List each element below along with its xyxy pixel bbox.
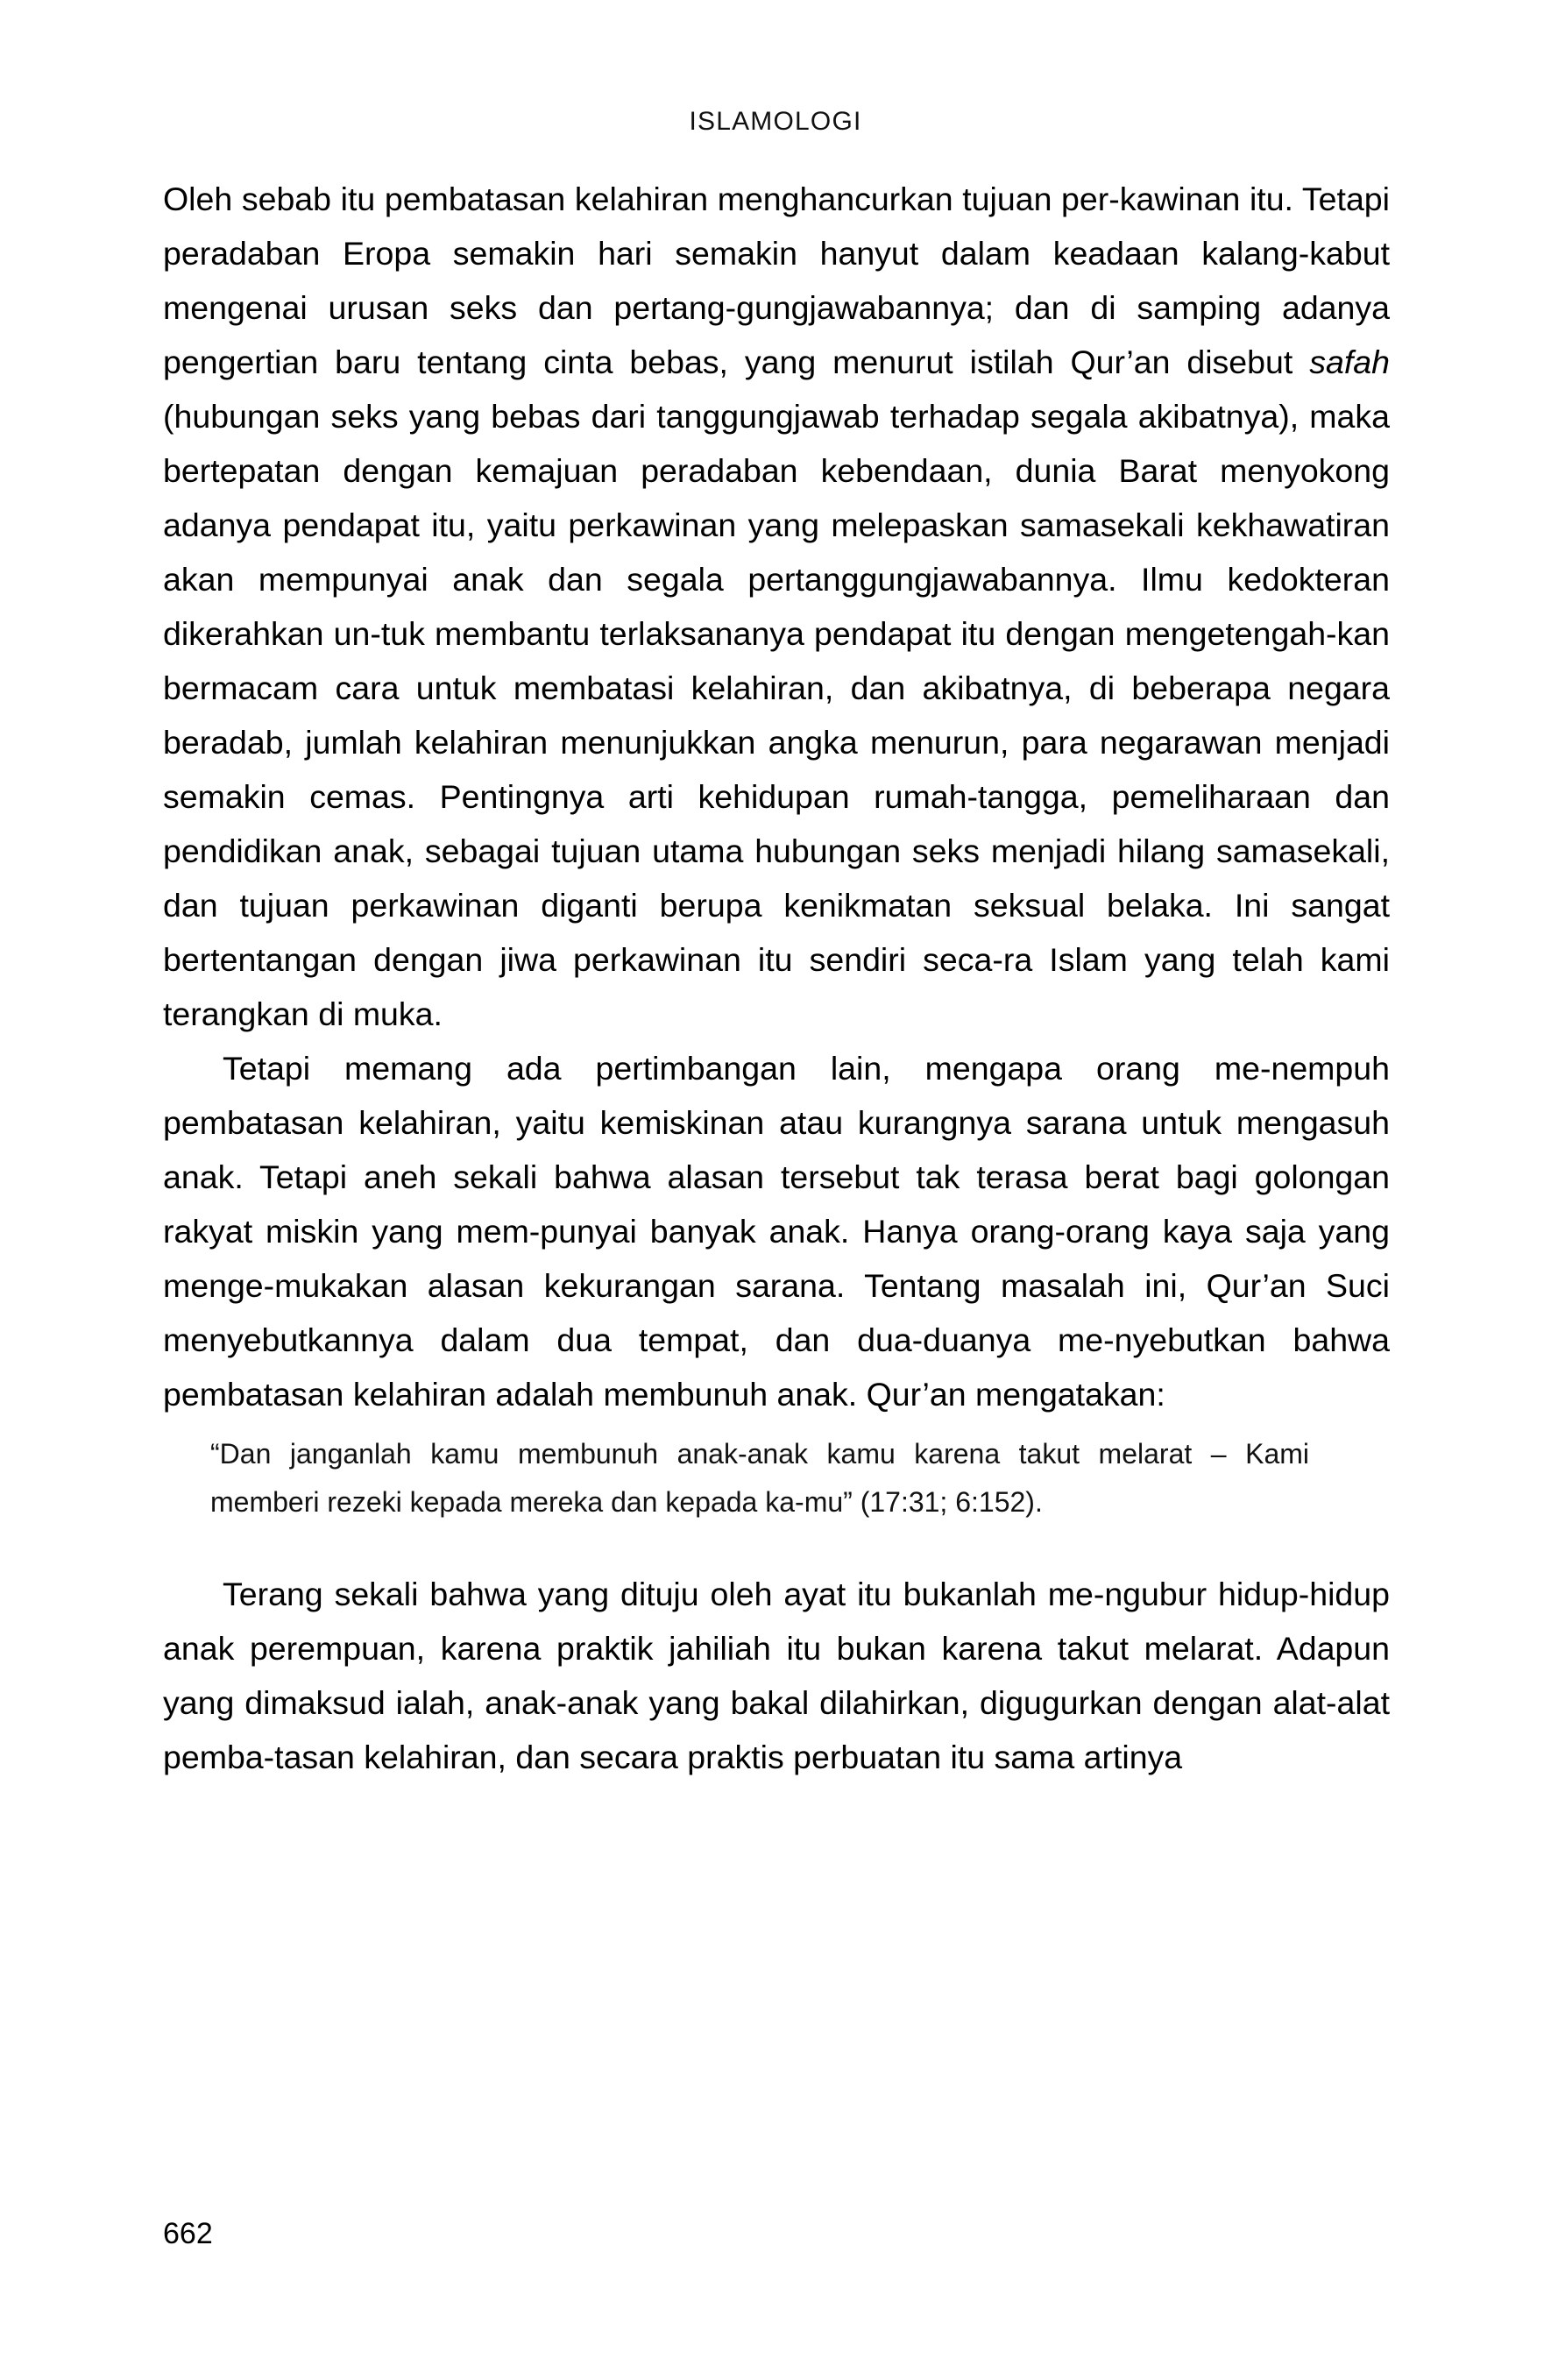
paragraph-1: [163, 172, 1390, 1041]
page-content: [163, 172, 1390, 1784]
paragraph-2: Tetapi memang ada pertimbangan lain, mengapa orang me-nempuh pembatasan kelahiran, yaitu kemiskinan atau kurangnya sarana untuk mengasuh anak. Tetapi aneh sekali bahwa alasan tersebut tak terasa berat bagi golongan rakyat miskin yang mem-punyai banyak anak. Hanya orang-orang kaya saja yang menge-mukakan alasan kekurangan sarana. Tentang masalah ini, Qur’an Suci menyebutkannya dalam dua tempat, dan dua-duanya me-nyebutkan bahwa pembatasan kelahiran adalah membunuh anak. Qur’an mengatakan:: [163, 1050, 1390, 1413]
running-head: ISLAMOLOGI: [689, 107, 862, 136]
page-number: 662: [163, 2217, 213, 2250]
block-quote: “Dan janganlah kamu membunuh anak-anak kamu karena takut melarat – Kami memberi rezeki kepada mereka dan kepada ka-mu” (17:31; 6:152).: [210, 1438, 1309, 1518]
paragraph-1-part-1: Oleh sebab itu pembatasan kelahiran menghancurkan tujuan per-kawinan itu. Tetapi peradaban Eropa semakin hari semakin hanyut dalam keadaan kalang-kabut mengenai urusan seks dan pertang-gungjawabannya; dan di samping adanya pengertian baru tentang cinta bebas, yang menurut istilah Qur’an disebut: [163, 181, 1390, 380]
paragraph-1-part-2: (hubungan seks yang bebas dari tanggungjawab terhadap segala akibatnya), maka bertepatan dengan kemajuan peradaban kebendaan, dunia Barat menyokong adanya pendapat itu, yaitu perkawinan yang melepaskan samasekali kekhawatiran akan mempunyai anak dan segala pertanggungjawabannya. Ilmu kedokteran dikerahkan un-tuk membantu terlaksananya pendapat itu dengan mengetengah-kan bermacam cara untuk membatasi kelahiran, dan akibatnya, di beberapa negara beradab, jumlah kelahiran menunjukkan angka menurun, para negarawan menjadi semakin cemas. Pentingnya arti kehidupan rumah-tangga, pemeliharaan dan pendidikan anak, sebagai tujuan utama hubungan seks menjadi hilang samasekali, dan tujuan perkawinan diganti berupa kenikmatan seksual belaka. Ini sangat bertentangan dengan jiwa perkawinan itu sendiri seca-ra Islam yang telah kami terangkan di muka.: [163, 398, 1390, 1032]
paragraph-3: Terang sekali bahwa yang dituju oleh ayat itu bukanlah me-ngubur hidup-hidup anak perempuan, karena praktik jahiliah itu bukan karena takut melarat. Adapun yang dimaksud ialah, anak-anak yang bakal dilahirkan, digugurkan dengan alat-alat pemba-tasan kelahiran, dan secara praktis perbuatan itu sama artinya: [163, 1576, 1390, 1775]
paragraph-spacer: [163, 1526, 1390, 1567]
term-safah: safah: [1309, 344, 1390, 380]
